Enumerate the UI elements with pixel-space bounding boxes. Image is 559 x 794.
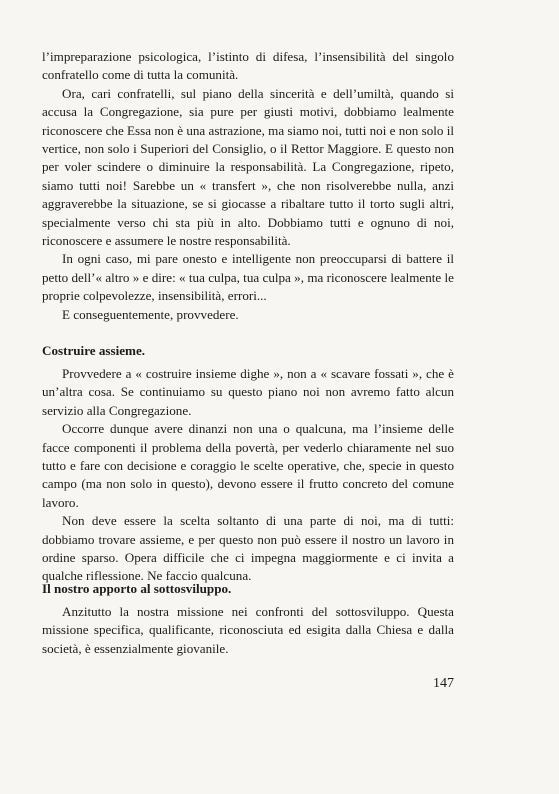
paragraph: Provvedere a « costruire insieme dighe », non a « scavare fossati », che è un’altra cosa. Se continuiamo su questo piano noi non avremo fatto alcun servizio alla Congregazione. — [42, 366, 454, 418]
page-number: 147 — [433, 676, 454, 691]
paragraph: Non deve essere la scelta soltanto di una parte di noi, ma di tutti: dobbiamo trovare assieme, e per questo non può essere il nostro un lavoro in ordine sparso. Opera difficile che ci impegna maggiormente e ci invita a qualche riflessione. Ne faccio qualcuna. — [42, 513, 454, 584]
paragraph: Ora, cari confratelli, sul piano della sincerità e dell’umiltà, quando si accusa la Congregazione, sia pure per giusti motivi, dobbiamo lealmente riconoscere che Essa non è una astrazione, ma siamo noi, tutti noi e non solo il vertice, non solo i Superiori del Consiglio, o il Rettor Maggiore. E questo non per voler scindere o diminuire la responsabilità. La Congregazione, ripeto, siamo tutti noi! Sarebbe un « transfert », che non risolverebbe nulla, anzi aggraverebbe la situazione, se si giocasse a ribaltare tutto il torto sugli altri, specialmente verso chi sta più in alto. Dobbiamo tutti e ognuno di noi, riconoscere e assumere le nostre responsabilità. — [42, 85, 454, 249]
paragraph: In ogni caso, mi pare onesto e intelligente non preoccuparsi di battere il petto dell’« altro » e dire: « tua culpa, tua culpa », ma riconoscere lealmente le proprie colpevolezze, insensibilità, errori... — [42, 251, 454, 304]
text-section-top — [42, 48, 454, 324]
paragraph: E conseguentemente, provvedere. — [62, 306, 239, 322]
paragraph: l’impreparazione psicologica, l’istinto di difesa, l’insensibilità del singolo confratello come di tutta la comunità. — [42, 49, 454, 83]
text-section-bottom — [42, 603, 454, 658]
section-heading-apporto-sottosviluppo: Il nostro apporto al sottosviluppo. — [42, 581, 232, 596]
text-section-middle — [42, 365, 454, 586]
paragraph: Anzitutto la nostra missione nei confronti del sottosviluppo. Questa missione specifica, qualificante, riconosciuta ed esigita dalla Chiesa e dalla società, è essenzialmente giovanile. — [42, 604, 454, 656]
section-heading-costruire-assieme: Costruire assieme. — [42, 343, 146, 358]
paragraph: Occorre dunque avere dinanzi non una o qualcuna, ma l’insieme delle facce componenti il problema della povertà, per vederlo chiaramente nel suo tutto e fare con decisione e coraggio le scelte operative, che, specie in questo campo (ma non solo in questo), devono essere il frutto concreto del comune lavoro. — [42, 421, 454, 510]
